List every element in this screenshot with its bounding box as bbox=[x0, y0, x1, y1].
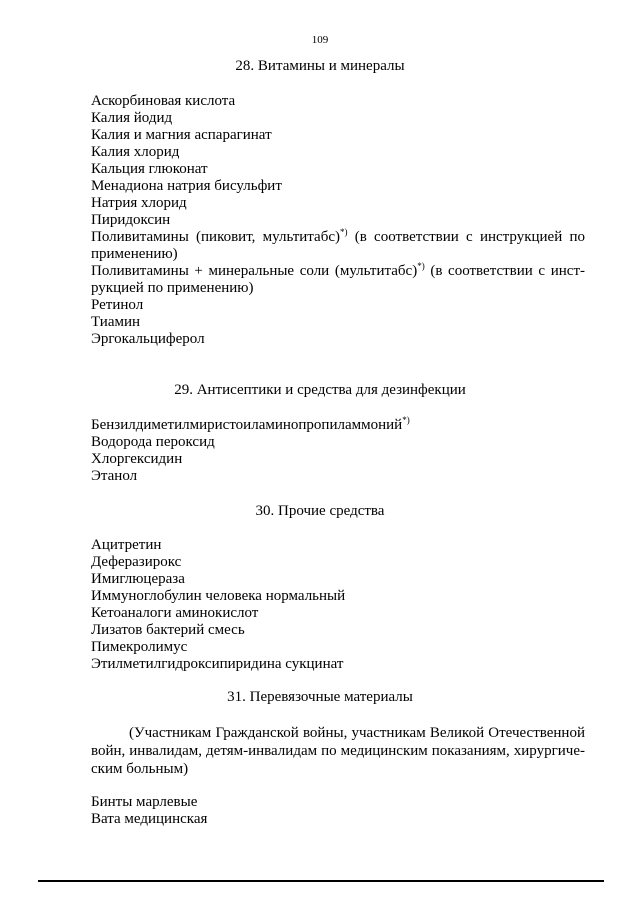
page-number: 109 bbox=[311, 34, 329, 46]
section-list-30 bbox=[91, 537, 585, 673]
list-item: Эргокальциферол bbox=[91, 331, 205, 347]
list-item: Калия хлорид bbox=[91, 144, 180, 160]
list-item: Ацитретин bbox=[91, 537, 162, 553]
list-item: Деферазирокс bbox=[91, 554, 182, 570]
section-note-31: (Участникам Гражданской войны, участникам Великой Отечественной войн, инвалидам, детям-инвалидам по медицинским показаниям, хирургиче-ским больным) bbox=[91, 725, 585, 777]
list-item: Этанол bbox=[91, 468, 138, 484]
list-item: Этилметилгидроксипиридина сукцинат bbox=[91, 656, 344, 672]
list-item: Водорода пероксид bbox=[91, 434, 215, 450]
list-item: Менадиона натрия бисульфит bbox=[91, 178, 282, 194]
list-item: Лизатов бактерий смесь bbox=[91, 622, 245, 638]
section-heading-31: 31. Перевязочные материалы bbox=[227, 689, 413, 705]
list-item: Тиамин bbox=[91, 314, 141, 330]
list-item: Вата медицинская bbox=[91, 811, 208, 827]
list-item: Ретинол bbox=[91, 297, 144, 313]
list-item: Иммуноглобулин человека нормальный bbox=[91, 588, 346, 604]
list-item: Хлоргексидин bbox=[91, 451, 183, 467]
section-list-29 bbox=[91, 417, 585, 485]
section-list-31 bbox=[91, 794, 585, 828]
list-item-multivitamins-minerals bbox=[91, 263, 585, 297]
list-item: Имиглюцераза bbox=[91, 571, 185, 587]
section-heading-29: 29. Антисептики и средства для дезинфекции bbox=[174, 382, 466, 398]
list-item-multivitamins bbox=[91, 229, 585, 263]
section-list-28 bbox=[91, 93, 585, 348]
footnote-mark: *) bbox=[402, 415, 410, 425]
section-heading-30: 30. Прочие средства bbox=[255, 503, 385, 519]
list-item: Калия и магния аспарагинат bbox=[91, 127, 272, 143]
item-note: (в соответствии с инст-рукцией по применению) bbox=[91, 263, 585, 296]
footnote-mark: *) bbox=[339, 227, 348, 237]
list-item: Аскорбиновая кислота bbox=[91, 93, 236, 109]
list-item: Бинты марлевые bbox=[91, 794, 198, 810]
item-text: Бензилдиметилмиристоиламинопропиламмоний bbox=[91, 417, 403, 433]
item-text: Поливитамины (пиковит, мультитабс) bbox=[91, 229, 340, 245]
list-item: Кетоаналоги аминокислот bbox=[91, 605, 259, 621]
list-item: Кальция глюконат bbox=[91, 161, 208, 177]
section-heading-28: 28. Витамины и минералы bbox=[235, 58, 405, 74]
list-item: Пимекролимус bbox=[91, 639, 188, 655]
list-item: Калия йодид bbox=[91, 110, 173, 126]
list-item: Натрия хлорид bbox=[91, 195, 187, 211]
list-item bbox=[91, 417, 585, 434]
footnote-mark: *) bbox=[417, 261, 425, 271]
item-text: Поливитамины + минеральные соли (мультитабс) bbox=[91, 263, 418, 279]
bottom-rule bbox=[38, 880, 604, 882]
item-note: (в соответствии с инструкцией по применению) bbox=[91, 229, 585, 262]
list-item: Пиридоксин bbox=[91, 212, 171, 228]
